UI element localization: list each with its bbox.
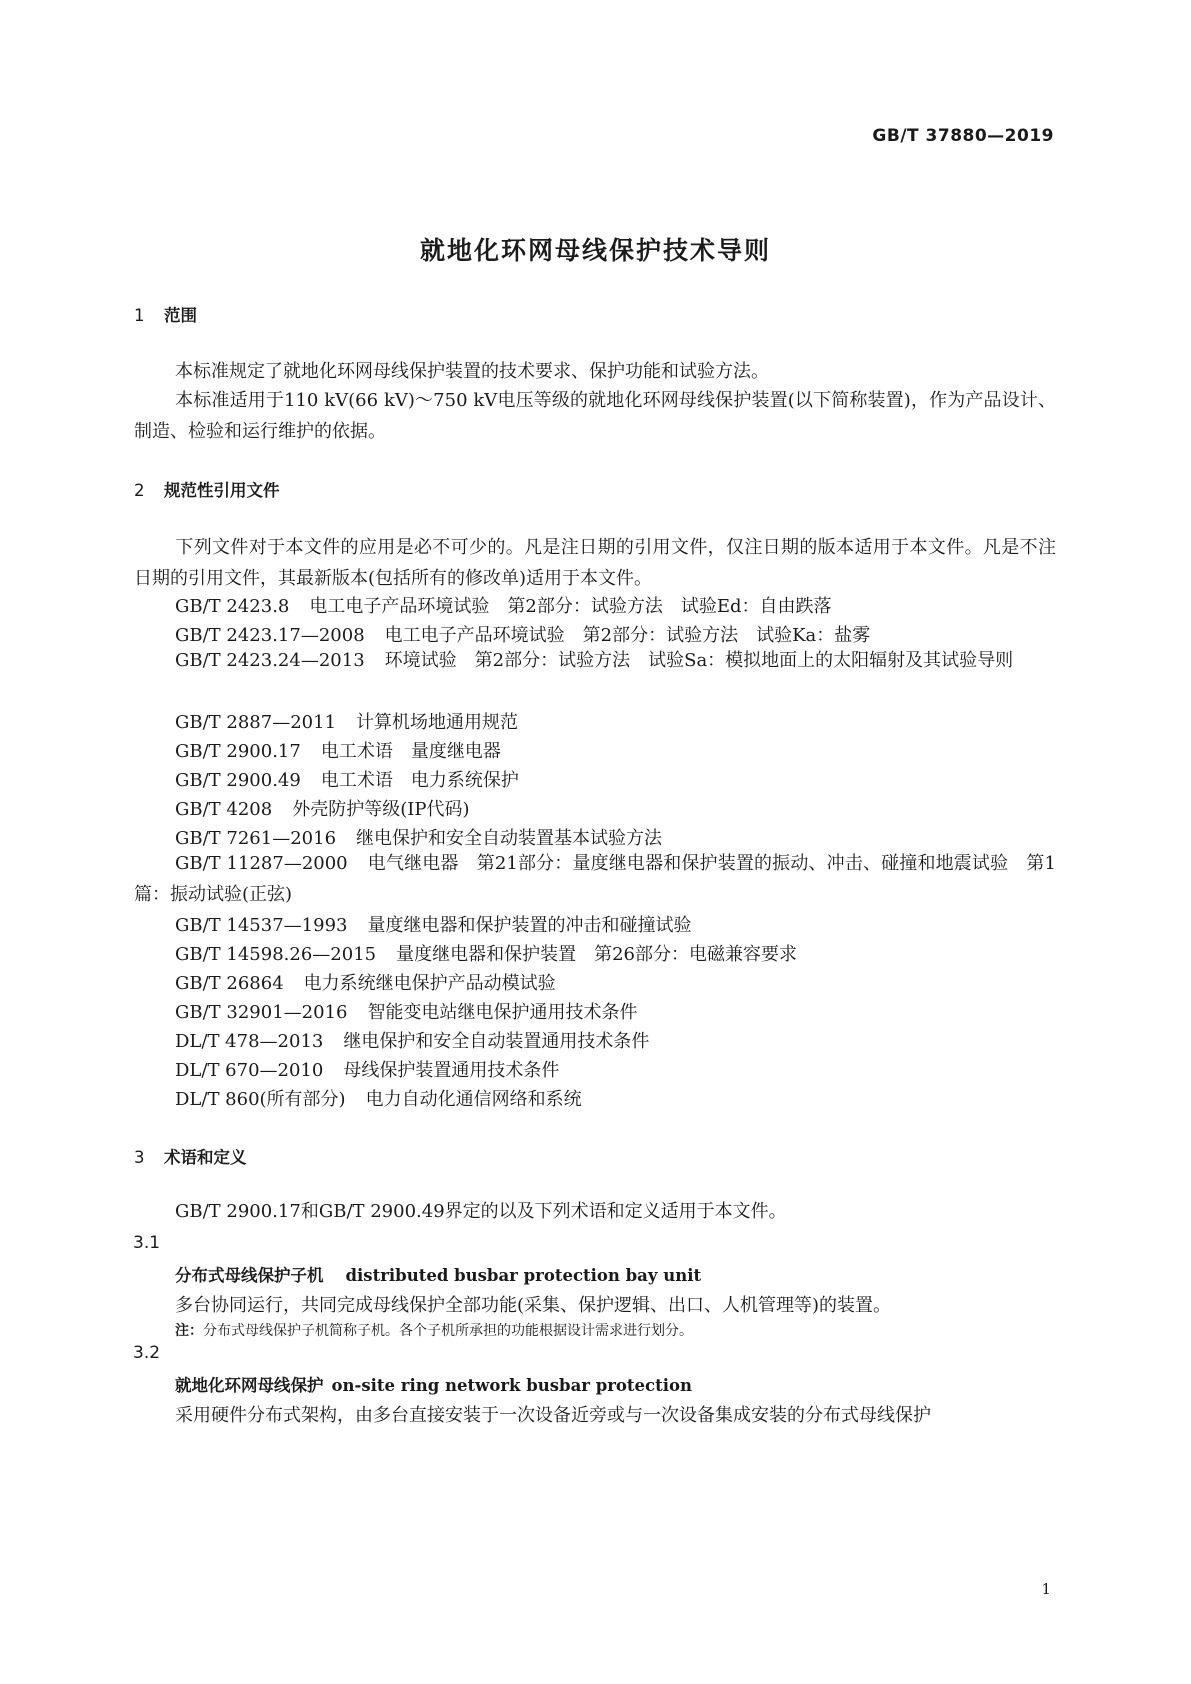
term-definition: 多台协同运行，共同完成母线保护全部功能(采集、保护逻辑、出口、人机管理等)的装置。 (175, 1295, 892, 1316)
reference-item: GB/T 2887—2011 计算机场地通用规范 (175, 712, 519, 733)
term-heading: 就地化环网母线保护 on-site ring network busbar protection (175, 1376, 692, 1395)
reference-item: GB/T 2900.49 电工术语 电力系统保护 (175, 770, 519, 791)
section-3-heading (134, 1144, 247, 1168)
section-title: 范围 (164, 306, 197, 325)
section-2-heading (134, 477, 280, 501)
section-number: 2 (134, 481, 145, 500)
reference-item: GB/T 32901—2016 智能变电站继电保护通用技术条件 (175, 1002, 638, 1023)
note: 注：分布式母线保护子机简称子机。各个子机所承担的功能根据设计需求进行划分。 (175, 1323, 693, 1339)
reference-item: GB/T 2900.17 电工术语 量度继电器 (175, 741, 501, 762)
paragraph: 本标准适用于110 kV(66 kV)～750 kV电压等级的就地化环网母线保护装置(以下简称装置)，作为产品设计、制造、检验和运行维护的依据。 (134, 390, 1056, 442)
clause-number: 3.1 (133, 1233, 161, 1253)
section-number: 1 (134, 306, 145, 325)
reference-item: GB/T 4208 外壳防护等级(IP代码) (175, 799, 470, 820)
reference-item: GB/T 2423.8 电工电子产品环境试验 第2部分：试验方法 试验Ed：自由跌落 (175, 596, 832, 617)
reference-item: GB/T 2423.24—2013 环境试验 第2部分：试验方法 试验Sa：模拟地面上的太阳辐射及其试验导则 (175, 650, 1014, 671)
reference-item: GB/T 14598.26—2015 量度继电器和保护装置 第26部分：电磁兼容要求 (175, 944, 797, 965)
reference-item: GB/T 7261—2016 继电保护和安全自动装置基本试验方法 (175, 828, 663, 849)
section-title: 术语和定义 (164, 1148, 247, 1167)
reference-item: DL/T 860(所有部分) 电力自动化通信网络和系统 (175, 1089, 582, 1110)
standard-code: GB/T 37880—2019 (872, 126, 1054, 146)
paragraph: 本标准规定了就地化环网母线保护装置的技术要求、保护功能和试验方法。 (175, 361, 769, 382)
paragraph: GB/T 2900.17和GB/T 2900.49界定的以及下列术语和定义适用于本文件。 (175, 1201, 787, 1222)
reference-item: GB/T 11287—2000 电气继电器 第21部分：量度继电器和保护装置的振动、冲击、碰撞和地震试验 第1篇：振动试验(正弦) (134, 853, 1057, 905)
term-definition: 采用硬件分布式架构，由多台直接安装于一次设备近旁或与一次设备集成安装的分布式母线保护 (175, 1405, 931, 1426)
document-title: 就地化环网母线保护技术导则 (419, 236, 771, 265)
paragraph: 下列文件对于本文件的应用是必不可少的。凡是注日期的引用文件，仅注日期的版本适用于本文件。凡是不注日期的引用文件，其最新版本(包括所有的修改单)适用于本文件。 (134, 537, 1056, 589)
page-number: 1 (1041, 1580, 1051, 1598)
section-number: 3 (134, 1148, 145, 1167)
term-heading: 分布式母线保护子机 distributed busbar protection bay unit (175, 1266, 702, 1285)
section-title: 规范性引用文件 (164, 481, 280, 500)
section-1-heading (134, 302, 197, 326)
reference-item: GB/T 26864 电力系统继电保护产品动模试验 (175, 973, 556, 994)
clause-number: 3.2 (133, 1343, 161, 1363)
reference-item: DL/T 670—2010 母线保护装置通用技术条件 (175, 1060, 560, 1081)
reference-item: GB/T 2423.17—2008 电工电子产品环境试验 第2部分：试验方法 试验Ka：盐雾 (175, 625, 871, 646)
reference-item: GB/T 14537—1993 量度继电器和保护装置的冲击和碰撞试验 (175, 915, 692, 936)
reference-item: DL/T 478—2013 继电保护和安全自动装置通用技术条件 (175, 1031, 650, 1052)
